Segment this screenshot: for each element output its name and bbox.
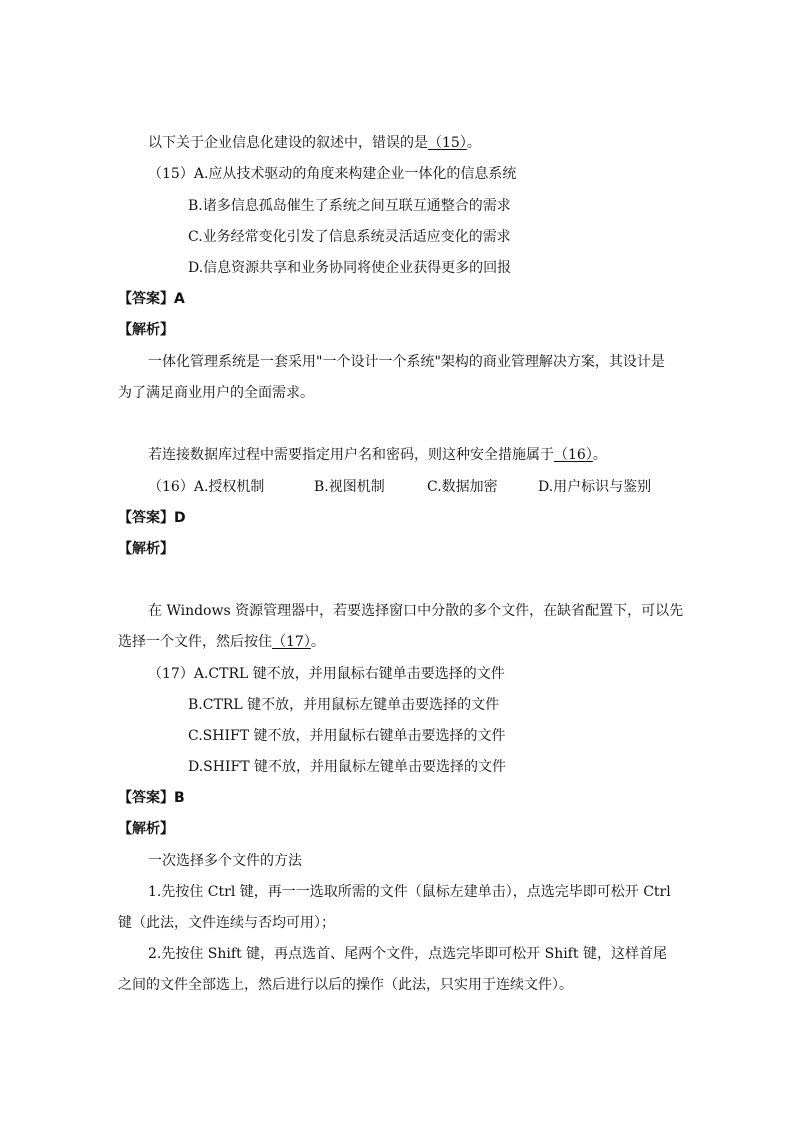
q16-option-c: C.数据加密 — [427, 479, 498, 495]
q15-option-a: A.应从技术驱动的角度来构建企业一体化的信息系统 — [193, 166, 517, 182]
q15-option-b: B.诸多信息孤岛催生了系统之间互联互通整合的需求 — [188, 198, 511, 214]
q17-option-d: D.SHIFT 键不放，并用鼠标左键单击要选择的文件 — [188, 759, 507, 775]
q16-number: （16） — [148, 479, 194, 495]
q16-blank: （16） — [554, 447, 593, 463]
q15-option-d: D.信息资源共享和业务协同将使企业获得更多的回报 — [188, 260, 512, 276]
q16-option-a-group — [148, 477, 264, 497]
q16-stem-suffix: 。 — [592, 447, 607, 463]
q17-analysis-p2-line1: 2.先按住 Shift 键，再点选首、尾两个文件，点选完毕即可松开 Shift 键，这样首尾 — [148, 946, 667, 962]
q15-blank: （15） — [428, 135, 467, 151]
q16-answer — [118, 508, 186, 528]
q15-analysis-line2: 为了满足商业用户的全面需求。 — [118, 385, 314, 401]
q16-options-line — [148, 477, 688, 497]
q15-answer — [118, 289, 185, 309]
q15-answer-value: A — [174, 291, 185, 307]
q16-stem-prefix: 若连接数据库过程中需要指定用户名和密码，则这种安全措施属于 — [148, 447, 554, 463]
q17-stem-line1: 在 Windows 资源管理器中，若要选择窗口中分散的多个文件，在缺省配置下，可以先 — [148, 603, 684, 619]
q17-stem-suffix: 。 — [310, 634, 325, 650]
q17-option-b: B.CTRL 键不放，并用鼠标左键单击要选择的文件 — [188, 697, 500, 713]
q17-analysis-intro: 一次选择多个文件的方法 — [148, 853, 302, 869]
q15-option-a-line — [148, 164, 516, 184]
q17-answer-label: 【答案】 — [118, 790, 174, 806]
q17-stem-prefix: 选择一个文件，然后按住 — [118, 634, 272, 650]
q15-option-c: C.业务经常变化引发了信息系统灵活适应变化的需求 — [188, 229, 511, 245]
q15-answer-label: 【答案】 — [118, 291, 174, 307]
q16-option-b: B.视图机制 — [314, 479, 385, 495]
q16-option-d: D.用户标识与鉴别 — [538, 479, 652, 495]
q16-answer-value: D — [174, 510, 186, 526]
q15-stem — [148, 133, 481, 153]
q17-option-a-line — [148, 664, 505, 684]
q15-number: （15） — [148, 166, 194, 182]
q17-analysis-p1-line2: 键（此法，文件连续与否均可用）； — [118, 915, 335, 931]
q16-answer-label: 【答案】 — [118, 510, 174, 526]
q17-number: （17） — [148, 666, 194, 682]
q15-stem-prefix: 以下关于企业信息化建设的叙述中，错误的是 — [148, 135, 428, 151]
q15-analysis-line1: 一体化管理系统是一套采用"一个设计一个系统"架构的商业管理解决方案，其设计是 — [148, 354, 665, 370]
q17-blank: （17） — [272, 634, 311, 650]
q17-stem-line2 — [118, 632, 325, 652]
q17-option-a: A.CTRL 键不放，并用鼠标右键单击要选择的文件 — [193, 666, 505, 682]
q17-option-c: C.SHIFT 键不放，并用鼠标右键单击要选择的文件 — [188, 728, 506, 744]
q17-answer — [118, 788, 185, 808]
q16-option-a: A.授权机制 — [193, 479, 265, 495]
q17-analysis-label: 【解析】 — [118, 821, 174, 837]
q16-analysis-label: 【解析】 — [118, 541, 174, 557]
q17-analysis-p2-line2: 之间的文件全部选上，然后进行以后的操作（此法，只实用于连续文件）。 — [118, 977, 573, 993]
q15-analysis-label: 【解析】 — [118, 322, 174, 338]
q15-stem-suffix: 。 — [466, 135, 481, 151]
q17-answer-value: B — [174, 790, 185, 806]
q17-analysis-p1-line1: 1.先按住 Ctrl 键，再一一选取所需的文件（鼠标左建单击），点选完毕即可松开 Ctrl — [148, 884, 671, 900]
q16-stem — [148, 445, 607, 465]
